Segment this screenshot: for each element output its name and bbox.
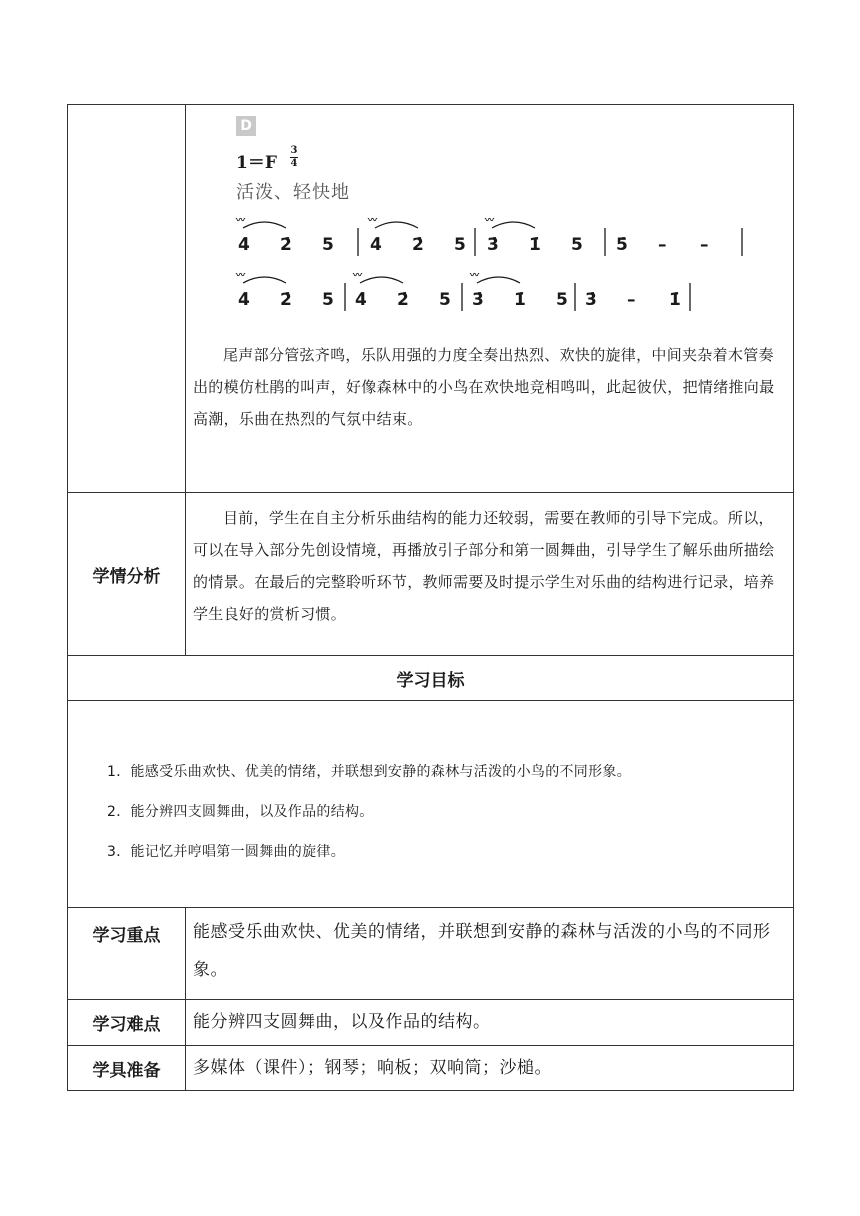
key-point-label: 学习重点 (92, 925, 161, 946)
slur-mark (477, 277, 520, 283)
slur-mark (360, 277, 403, 283)
score-note: 2̇ (412, 235, 424, 255)
key-point-value: 能感受乐曲欢快、优美的情绪，并联想到安静的森林与活泼的小鸟的不同形象。 (193, 922, 771, 980)
mordent-icon: 〰 (470, 271, 480, 281)
slur-mark (243, 222, 286, 228)
section-badge: D (236, 116, 256, 136)
score-note: – (700, 235, 709, 255)
score-note: 4̇ (238, 290, 250, 310)
analysis-label: 学情分析 (92, 566, 161, 587)
slur-mark (375, 222, 418, 228)
score-note: 4̇ (238, 235, 250, 255)
objective-item: 2．能分辨四支圆舞曲，以及作品的结构。 (107, 804, 374, 820)
difficulty-label: 学习难点 (92, 1015, 161, 1035)
mordent-icon: 〰 (236, 216, 246, 226)
score-note: 5 (322, 235, 334, 255)
score-note: 3̇ (487, 235, 499, 255)
score-note: 4̇ (355, 290, 367, 310)
tools-label: 学具准备 (92, 1060, 161, 1081)
score-note: 5 (439, 290, 451, 310)
slur-mark (492, 222, 535, 228)
tempo-marking: 活泼、轻快地 (236, 182, 350, 203)
objective-item: 3．能记忆并哼唱第一圆舞曲的旋律。 (107, 844, 346, 860)
score-note: 5 (556, 290, 568, 310)
score-note: 5̇ (616, 235, 628, 255)
time-signature: 3 4 (290, 145, 298, 169)
slur-mark (243, 277, 286, 283)
objectives-list (107, 752, 787, 872)
mordent-icon: 〰 (236, 271, 246, 281)
key-signature: 1＝F (236, 153, 277, 173)
score-note: 3̇ (472, 290, 484, 310)
difficulty-value: 能分辨四支圆舞曲，以及作品的结构。 (193, 1012, 491, 1032)
objectives-title: 学习目标 (396, 670, 465, 691)
score-note: 5 (322, 290, 334, 310)
mordent-icon: 〰 (485, 216, 495, 226)
score-note: 3̇ (585, 290, 597, 310)
score-note: 5 (571, 235, 583, 255)
objective-item: 1．能感受乐曲欢快、优美的情绪，并联想到安静的森林与活泼的小鸟的不同形象。 (107, 764, 632, 780)
score-note: 5 (454, 235, 466, 255)
score-note: – (627, 290, 636, 310)
score-note: 2̇ (280, 290, 292, 310)
coda-description: 尾声部分管弦齐鸣，乐队用强的力度全奏出热烈、欢快的旋律，中间夹杂着木管奏出的模仿杜鹃的叫声，好像森林中的小鸟在欢快地竞相鸣叫，此起彼伏，把情绪推向最高潮，乐曲在热烈的气氛中结束。 (193, 346, 775, 428)
tools-value: 多媒体（课件）；钢琴；响板；双响筒；沙槌。 (193, 1058, 552, 1078)
score-note: 2̇ (397, 290, 409, 310)
mordent-icon: 〰 (353, 271, 363, 281)
score-note: 2̇ (280, 235, 292, 255)
analysis-text: 目前，学生在自主分析乐曲结构的能力还较弱，需要在教师的引导下完成。所以，可以在导入部分先创设情境，再播放引子部分和第一圆舞曲，引导学生了解乐曲所描绘的情景。在最后的完整聆听环节，教师需要及时提示学生对乐曲的结构进行记录，培养学生良好的赏析习惯。 (193, 509, 775, 623)
score-note: – (658, 235, 667, 255)
mordent-icon: 〰 (368, 216, 378, 226)
score-note: 1̇ (514, 290, 526, 310)
score-note: 1̇ (529, 235, 541, 255)
score-note: 1̇ (669, 290, 681, 310)
score-note: 4̇ (370, 235, 382, 255)
